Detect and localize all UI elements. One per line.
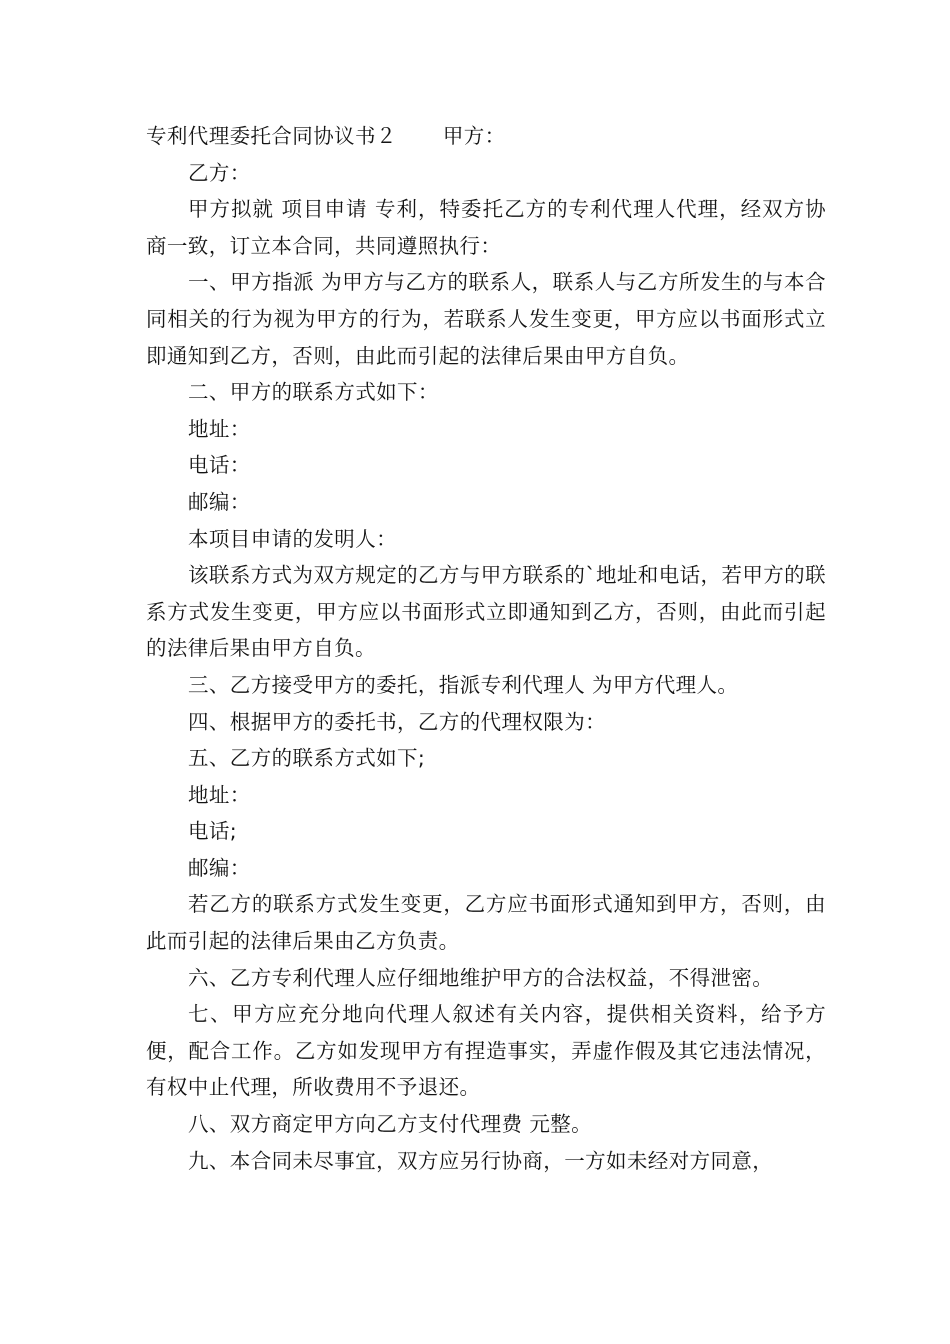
paragraph: 该联系方式为双方规定的乙方与甲方联系的`地址和电话，若甲方的联系方式发生变更，甲方应以书面形式立即通知到乙方，否则，由此而引起的法律后果由甲方自负。 <box>146 563 826 661</box>
paragraph: 邮编： <box>188 855 251 880</box>
paragraph: 邮编： <box>188 489 251 514</box>
document-title: 专利代理委托合同协议书２ <box>146 124 397 148</box>
paragraph: 若乙方的联系方式发生变更，乙方应书面形式通知到甲方，否则，由此而引起的法律后果由乙方负责。 <box>146 892 826 954</box>
paragraph: 本项目申请的发明人： <box>188 526 397 551</box>
document-body <box>146 118 826 1179</box>
paragraph: 甲方拟就 项目申请 专利，特委托乙方的专利代理人代理，经双方协商一致，订立本合同，共同遵照执行： <box>146 197 826 258</box>
paragraph: 九、本合同未尽事宜，双方应另行协商，一方如未经对方同意， <box>188 1148 774 1173</box>
paragraph: 五、乙方的联系方式如下; <box>188 746 426 771</box>
title-line <box>146 118 826 155</box>
paragraph: 一、甲方指派 为甲方与乙方的联系人，联系人与乙方所发生的与本合同相关的行为视为甲方的行为，若联系人发生变更，甲方应以书面形式立即通知到乙方，否则，由此而引起的法律后果由甲方自负。 <box>146 270 826 368</box>
paragraph: 三、乙方接受甲方的委托，指派专利代理人 为甲方代理人。 <box>188 672 739 697</box>
paragraph: 电话： <box>188 453 251 478</box>
paragraph: 乙方： <box>188 160 251 185</box>
paragraph: 四、根据甲方的委托书，乙方的代理权限为： <box>188 709 606 734</box>
paragraph-list <box>146 155 826 1180</box>
paragraph: 地址： <box>188 416 251 441</box>
paragraph: 地址： <box>188 782 251 807</box>
party-a-label: 甲方： <box>442 124 506 148</box>
paragraph: 八、双方商定甲方向乙方支付代理费 元整。 <box>188 1112 593 1137</box>
paragraph: 六、乙方专利代理人应仔细地维护甲方的合法权益，不得泄密。 <box>188 965 774 990</box>
paragraph: 电话; <box>188 819 238 844</box>
paragraph: 二、甲方的联系方式如下： <box>188 380 439 405</box>
paragraph: 七、甲方应充分地向代理人叙述有关内容，提供相关资料，给予方便，配合工作。乙方如发现甲方有捏造事实，弄虚作假及其它违法情况，有权中止代理，所收费用不予退还。 <box>146 1002 826 1100</box>
